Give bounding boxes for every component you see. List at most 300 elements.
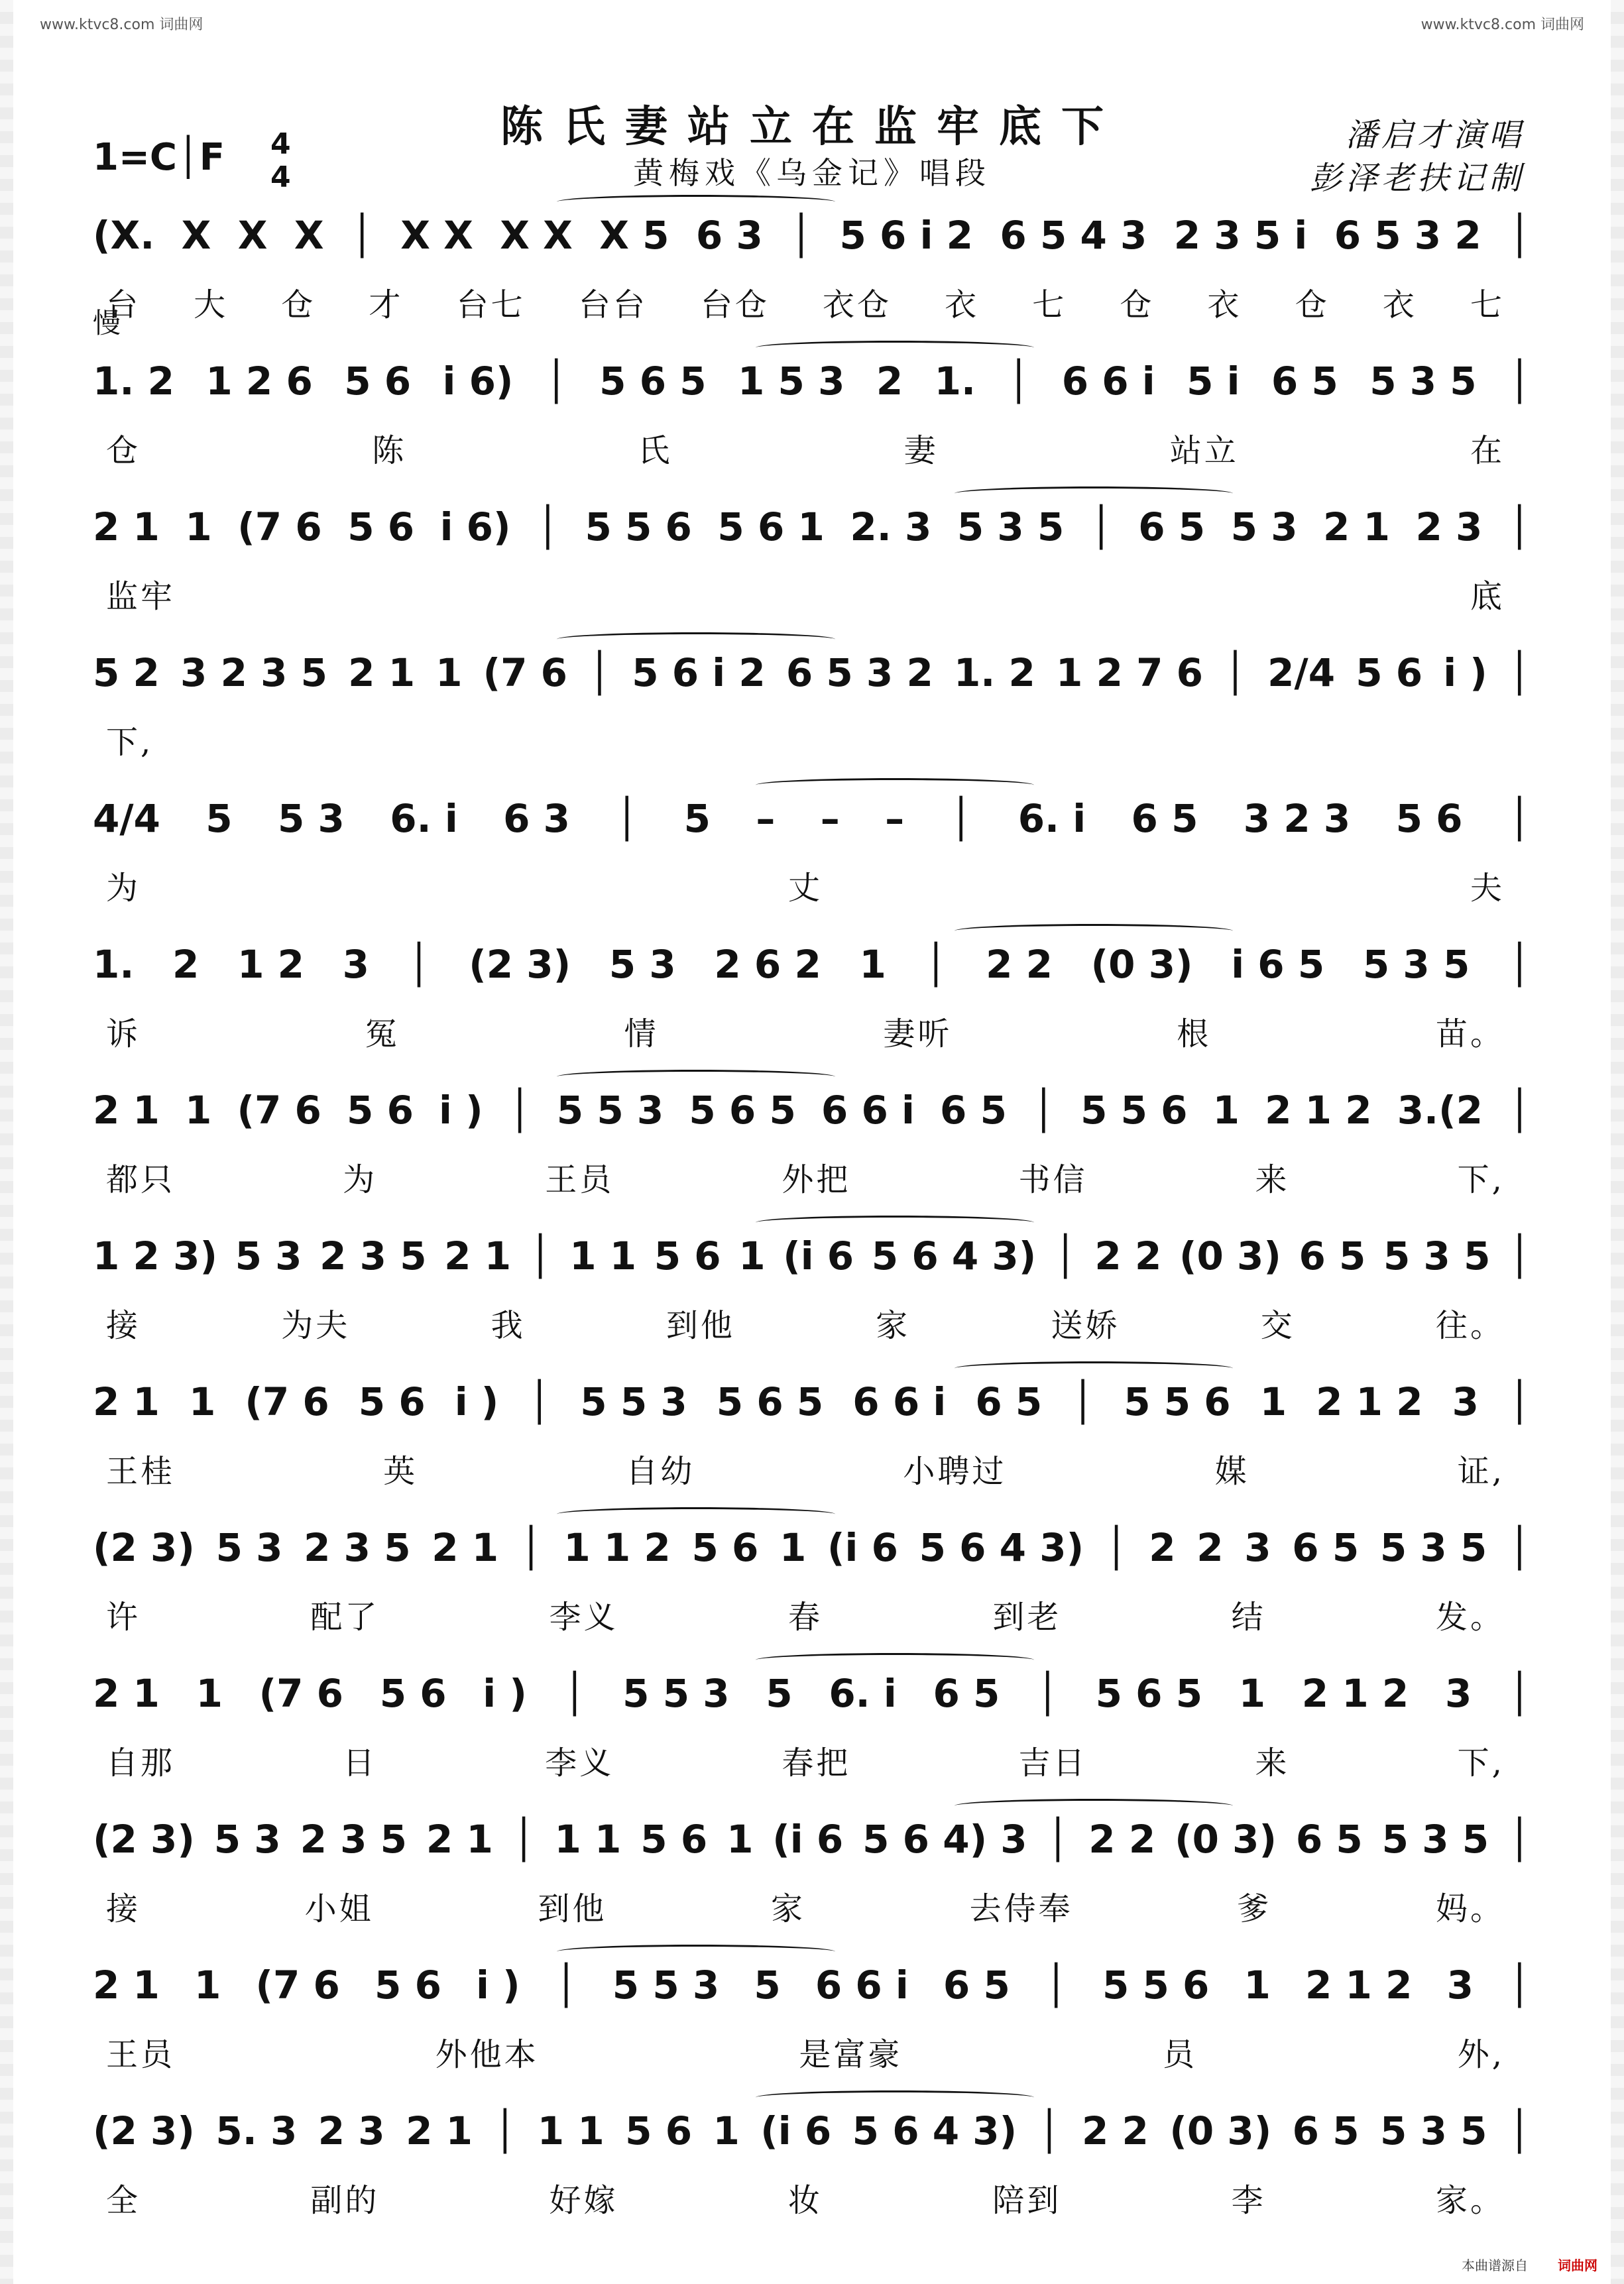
- note-group: 6 5 3 2: [1334, 213, 1481, 258]
- note-group: (7 6: [245, 1379, 329, 1424]
- note-group: 5 6 5: [716, 1379, 824, 1424]
- lyric-syllable: 证,: [1457, 1452, 1505, 1490]
- note-group: 4/4: [93, 796, 160, 841]
- right-page-edge: [1611, 0, 1624, 2284]
- lyric-line: [93, 709, 1531, 769]
- note-group: (i 6: [772, 1817, 844, 1862]
- lyric-line: [93, 272, 1531, 331]
- score-system: [93, 1803, 1531, 1942]
- lyric-syllable: 陪到: [992, 2181, 1062, 2219]
- note-group: 5: [683, 796, 711, 841]
- note-group: 6 3: [695, 213, 763, 258]
- notation-line: [93, 928, 1531, 1001]
- slur-mark: [557, 632, 835, 646]
- note-group: i ): [454, 1379, 499, 1424]
- lyric-syllable: 媒: [1214, 1452, 1249, 1490]
- note-group: 6 5: [1292, 1525, 1360, 1570]
- lyric-syllable: 发。: [1435, 1598, 1505, 1636]
- note-group: 6. i: [829, 1671, 897, 1716]
- note-group: 6 5 4 3: [1000, 213, 1147, 258]
- barline: │: [1089, 504, 1113, 549]
- note-group: 2 1: [93, 1379, 160, 1424]
- note-group: 2 1: [1323, 504, 1390, 549]
- lyric-syllable: 七: [1032, 286, 1067, 323]
- barline: │: [1507, 796, 1531, 841]
- singer-credit: 潘启才演唱: [1345, 117, 1525, 154]
- lyric-syllable: 下,: [106, 723, 154, 761]
- notation-line: [93, 2094, 1531, 2167]
- lyric-syllable: 王员: [106, 2035, 176, 2073]
- note-group: (0 3): [1175, 1817, 1277, 1862]
- slur-mark: [756, 2090, 1034, 2104]
- note-group: 6 5: [1295, 1817, 1363, 1862]
- note-group: 6. i: [1017, 796, 1086, 841]
- lyric-syllable: 为: [343, 1161, 378, 1198]
- note-group: 2 1 2: [1265, 1088, 1372, 1133]
- note-group: 5 6 4) 3: [862, 1817, 1027, 1862]
- notation-line: [93, 345, 1531, 418]
- barline: │: [536, 504, 559, 549]
- lyric-syllable: 李义: [549, 1598, 618, 1636]
- note-group: X X: [400, 213, 473, 258]
- note-group: 6 3: [503, 796, 570, 841]
- note-group: 1: [713, 2108, 740, 2153]
- note-group: 6 5: [975, 1379, 1043, 1424]
- note-group: 2 2: [1094, 1233, 1162, 1279]
- note-group: 3: [1446, 1963, 1474, 2008]
- note-group: 1.: [93, 942, 135, 987]
- note-group: 1: [1238, 1671, 1266, 1716]
- lyric-syllable: 家: [876, 1306, 911, 1344]
- note-group: 1 1: [537, 2108, 605, 2153]
- lyric-syllable: 衣: [1382, 286, 1417, 323]
- note-group: 3: [1452, 1379, 1479, 1424]
- lyric-syllable: 到他: [538, 1890, 607, 1927]
- lyric-syllable: 苗。: [1435, 1015, 1505, 1053]
- note-group: 5 6: [691, 1525, 759, 1570]
- lyric-syllable: 王桂: [106, 1452, 176, 1490]
- note-group: 2 3: [318, 2108, 385, 2153]
- notation-line: [93, 1949, 1531, 2022]
- lyric-syllable: 结: [1231, 1598, 1266, 1636]
- lyric-syllable: 陈: [372, 431, 407, 469]
- lyric-syllable: 自幼: [626, 1452, 695, 1490]
- note-group: i ): [483, 1671, 527, 1716]
- note-group: 2 1: [426, 1817, 493, 1862]
- note-group: 6 6 i: [1061, 359, 1155, 404]
- note-group: 1 2 7 6: [1056, 650, 1204, 695]
- lyric-syllable: 都只: [106, 1161, 176, 1198]
- note-group: 3.(2: [1397, 1088, 1483, 1133]
- note-group: 5 3: [215, 1525, 283, 1570]
- lyric-syllable: 春把: [782, 1744, 851, 1782]
- note-group: 2 6 2: [714, 942, 821, 987]
- barline: │: [1036, 1671, 1059, 1716]
- note-group: (X.: [93, 213, 155, 258]
- note-group: i 6 5: [1231, 942, 1325, 987]
- note-group: 1: [435, 650, 463, 695]
- note-group: 2/4: [1267, 650, 1336, 695]
- note-group: 5 5 6: [1080, 1088, 1188, 1133]
- slur-mark: [955, 1361, 1233, 1375]
- barline: │: [1507, 942, 1531, 987]
- barline: │: [615, 796, 639, 841]
- lyric-line: [93, 563, 1531, 623]
- lyric-syllable: 才: [369, 286, 404, 323]
- barline: │: [1508, 359, 1531, 404]
- lyric-line: [93, 1292, 1531, 1352]
- note-group: 5 6 4 3): [919, 1525, 1084, 1570]
- note-group: 1: [185, 1088, 212, 1133]
- slur-mark: [557, 1070, 835, 1084]
- note-group: 5 6: [344, 359, 412, 404]
- slur-mark: [756, 1653, 1034, 1667]
- score-system: [93, 1949, 1531, 2088]
- note-group: 1 1: [554, 1817, 622, 1862]
- note-group: 5: [205, 796, 233, 841]
- note-group: 6. i: [390, 796, 458, 841]
- note-group: 1: [194, 1963, 221, 2008]
- lyric-line: [93, 1438, 1531, 1498]
- note-group: 5 5 3: [580, 1379, 687, 1424]
- note-group: 5 3: [235, 1233, 302, 1279]
- lyric-syllable: 是富豪: [799, 2035, 903, 2073]
- meter-numerator: 4: [270, 127, 291, 161]
- left-page-edge: [0, 0, 13, 2284]
- lyric-syllable: 妆: [787, 2181, 823, 2219]
- watermark-left: www.ktvc8.com 词曲网: [40, 17, 203, 33]
- note-group: 1. 2: [93, 359, 174, 404]
- lyric-syllable: 小聘过: [903, 1452, 1007, 1490]
- lyric-syllable: 监牢: [106, 577, 176, 615]
- barline: │: [949, 796, 973, 841]
- note-group: X X: [500, 213, 573, 258]
- note-group: 1 2 6: [205, 359, 313, 404]
- notation-line: [93, 1511, 1531, 1584]
- note-group: 5 3 5: [1383, 1233, 1491, 1279]
- note-group: 5 3 5: [1380, 2108, 1487, 2153]
- slur-mark: [955, 924, 1233, 938]
- note-group: (i 6: [783, 1233, 854, 1279]
- lyric-syllable: 台七: [456, 286, 526, 323]
- note-group: 6 5: [1271, 359, 1338, 404]
- lyric-syllable: 衣: [1207, 286, 1242, 323]
- lyric-syllable: 配了: [310, 1598, 380, 1636]
- note-group: 5: [766, 1671, 793, 1716]
- note-group: –: [820, 796, 840, 841]
- notation-line: [93, 490, 1531, 563]
- note-group: 5: [754, 1963, 781, 2008]
- notation-line: [93, 1220, 1531, 1292]
- note-group: 5 5 3: [622, 1671, 730, 1716]
- notation-line: [93, 1365, 1531, 1438]
- note-group: 2 1: [432, 1525, 499, 1570]
- lyric-syllable: 诉: [106, 1015, 141, 1053]
- barline: │: [1044, 1963, 1068, 2008]
- score-system: [93, 1220, 1531, 1359]
- lyric-syllable: 全: [106, 2181, 141, 2219]
- lyric-syllable: 副的: [310, 2181, 380, 2219]
- lyric-syllable: 妈。: [1435, 1890, 1505, 1927]
- lyric-syllable: 春: [787, 1598, 823, 1636]
- lyric-syllable: 台仓: [700, 286, 770, 323]
- note-group: 1: [738, 1233, 766, 1279]
- note-group: 5 6: [625, 2108, 693, 2153]
- lyric-syllable: 日: [343, 1744, 378, 1782]
- lyric-syllable: 仓: [281, 286, 316, 323]
- barline: │: [508, 1088, 532, 1133]
- lyric-syllable: 根: [1177, 1015, 1212, 1053]
- note-group: –: [756, 796, 776, 841]
- slur-mark: [955, 486, 1233, 500]
- note-group: 3 2 3 5: [180, 650, 328, 695]
- lyric-syllable: 在: [1470, 431, 1505, 469]
- note-group: 5 6: [379, 1671, 447, 1716]
- note-group: 2 1: [406, 2108, 473, 2153]
- slur-mark: [756, 1216, 1034, 1229]
- note-group: 5 6: [375, 1963, 441, 2008]
- slur-mark: [955, 1799, 1233, 1813]
- barline: │: [1508, 1233, 1531, 1279]
- lyric-line: [93, 1147, 1531, 1206]
- note-group: 1: [1259, 1379, 1287, 1424]
- note-group: 1. 2: [953, 650, 1035, 695]
- lyric-syllable: 外把: [782, 1161, 851, 1198]
- barline: │: [1507, 650, 1531, 695]
- note-group: 2 1 2: [1301, 1671, 1409, 1716]
- note-group: 5 3: [277, 796, 345, 841]
- lyric-syllable: 大: [194, 286, 229, 323]
- key-signature: 1=C│F: [93, 136, 225, 179]
- note-group: 5. 3: [215, 2108, 298, 2153]
- barline: │: [512, 1817, 536, 1862]
- note-group: 2: [172, 942, 200, 987]
- note-group: 2 3 5: [300, 1817, 408, 1862]
- lyric-syllable: 好嫁: [549, 2181, 618, 2219]
- lyric-syllable: 外,: [1457, 2035, 1505, 2073]
- note-group: 5 6 4 3): [852, 2108, 1017, 2153]
- note-group: 5 5 3: [556, 1088, 664, 1133]
- score-system: [93, 928, 1531, 1067]
- barline: │: [924, 942, 948, 987]
- note-group: 6 5 3 2: [785, 650, 933, 695]
- note-group: 2 1 2: [1305, 1963, 1413, 2008]
- lyric-syllable: 到老: [992, 1598, 1062, 1636]
- lyric-line: [93, 1584, 1531, 1644]
- note-group: 1: [726, 1817, 754, 1862]
- meter-denominator: 4: [270, 160, 291, 194]
- note-group: 5 2: [93, 650, 160, 695]
- footer-site: 词曲网: [1558, 2257, 1597, 2273]
- barline: │: [1508, 1088, 1531, 1133]
- lyric-line: [93, 1730, 1531, 1790]
- barline: │: [1037, 2108, 1061, 2153]
- lyric-syllable: 氏: [638, 431, 673, 469]
- lyric-syllable: 接: [106, 1306, 141, 1344]
- lyric-syllable: 为: [106, 869, 141, 907]
- barline: │: [1071, 1379, 1095, 1424]
- transcriber-credit: 彭泽老扶记制: [1309, 160, 1525, 197]
- song-title: 陈氏妻站立在监牢底下: [500, 102, 1124, 152]
- note-group: 2: [1196, 1525, 1224, 1570]
- score-system: [93, 1074, 1531, 1213]
- lyric-line: [93, 855, 1531, 915]
- note-group: (2 3): [93, 1817, 195, 1862]
- barline: │: [1224, 650, 1247, 695]
- note-group: 6 5: [1138, 504, 1206, 549]
- barline: │: [789, 213, 813, 258]
- note-group: (0 3): [1090, 942, 1193, 987]
- score-system: [93, 199, 1531, 338]
- barline: │: [563, 1671, 587, 1716]
- lyric-syllable: 往。: [1435, 1306, 1505, 1344]
- note-group: 2 1: [348, 650, 416, 695]
- note-group: 5 6: [1395, 796, 1463, 841]
- barline: │: [1053, 1233, 1077, 1279]
- note-group: i ): [1443, 650, 1487, 695]
- barline: │: [1508, 1817, 1531, 1862]
- score-system: [93, 636, 1531, 775]
- barline: │: [1104, 1525, 1128, 1570]
- lyric-syllable: 到他: [666, 1306, 735, 1344]
- lyric-syllable: 七: [1470, 286, 1505, 323]
- lyric-syllable: 台台: [578, 286, 648, 323]
- lyric-line: [93, 1001, 1531, 1060]
- note-group: X: [294, 213, 324, 258]
- footer-source: 本曲谱源自: [1462, 2257, 1528, 2273]
- lyric-syllable: 书信: [1018, 1161, 1088, 1198]
- note-group: 2 1: [93, 1963, 160, 2008]
- note-group: 6 6 i: [821, 1088, 915, 1133]
- note-group: 5 5 6: [1102, 1963, 1210, 2008]
- note-group: 1: [196, 1671, 223, 1716]
- note-group: 5 3 5: [1369, 359, 1477, 404]
- note-group: 1 2 3): [93, 1233, 217, 1279]
- barline: │: [1007, 359, 1031, 404]
- lyric-syllable: 仓: [1295, 286, 1330, 323]
- barline: │: [1508, 1963, 1531, 2008]
- score-system: [93, 490, 1531, 630]
- barline: │: [528, 1379, 551, 1424]
- note-group: 5 3: [1230, 504, 1298, 549]
- notation-line: [93, 199, 1531, 272]
- lyric-syllable: 家。: [1435, 2181, 1505, 2219]
- note-group: 5 6: [347, 504, 415, 549]
- note-group: 5 5 3: [612, 1963, 720, 2008]
- lyric-syllable: 仓: [1120, 286, 1155, 323]
- barline: │: [588, 650, 612, 695]
- lyric-syllable: 妻听: [883, 1015, 953, 1053]
- notation-line: [93, 1657, 1531, 1730]
- note-group: 6 5: [1299, 1233, 1366, 1279]
- note-group: 2 3 5: [304, 1525, 411, 1570]
- note-group: 1: [779, 1525, 807, 1570]
- note-group: 6 6 i: [815, 1963, 909, 2008]
- lyric-syllable: 站立: [1169, 431, 1239, 469]
- note-group: (7 6: [259, 1671, 344, 1716]
- barline: │: [1508, 213, 1531, 258]
- note-group: (0 3): [1169, 2108, 1272, 2153]
- lyric-syllable: 我: [491, 1306, 526, 1344]
- lyric-syllable: 妻: [903, 431, 939, 469]
- lyric-syllable: 台: [106, 286, 141, 323]
- note-group: –: [885, 796, 905, 841]
- lyric-syllable: 为夫: [281, 1306, 351, 1344]
- lyric-syllable: 吉日: [1018, 1744, 1088, 1782]
- lyric-syllable: 衣: [945, 286, 980, 323]
- note-group: 5 i: [1187, 359, 1240, 404]
- note-group: 5 5 6: [1124, 1379, 1231, 1424]
- lyric-syllable: 底: [1470, 577, 1505, 615]
- notation-line: [93, 1074, 1531, 1147]
- note-group: X 5: [599, 213, 669, 258]
- note-group: 5 5 6: [585, 504, 692, 549]
- barline: │: [350, 213, 374, 258]
- note-group: 2 3 5 i: [1173, 213, 1308, 258]
- note-group: i ): [476, 1963, 520, 2008]
- note-group: 5 6 5: [1095, 1671, 1203, 1716]
- note-group: (2 3): [93, 2108, 195, 2153]
- slur-mark: [756, 341, 1034, 355]
- notation-line: [93, 636, 1531, 709]
- note-group: 1: [1244, 1963, 1271, 2008]
- note-group: (i 6: [827, 1525, 898, 1570]
- score-system: [93, 1365, 1531, 1505]
- lyric-syllable: 送娇: [1051, 1306, 1120, 1344]
- lyric-syllable: 仓: [106, 431, 141, 469]
- note-group: 5 6: [654, 1233, 721, 1279]
- tempo-marking: 慢: [93, 307, 121, 339]
- note-group: 6 5: [933, 1671, 1000, 1716]
- note-group: 5 6: [358, 1379, 426, 1424]
- watermark-right: www.ktvc8.com 词曲网: [1421, 17, 1584, 33]
- score-system: [93, 2094, 1531, 2234]
- note-group: 2: [876, 359, 903, 404]
- note-group: 5 6 5: [689, 1088, 796, 1133]
- note-group: (i 6: [760, 2108, 832, 2153]
- barline: │: [1507, 1525, 1531, 1570]
- note-group: 5 3 5: [957, 504, 1065, 549]
- score-system: [93, 1511, 1531, 1650]
- note-group: 3 2 3: [1243, 796, 1351, 841]
- lyric-line: [93, 418, 1531, 477]
- note-group: 1 5 3: [738, 359, 845, 404]
- note-group: (7 6: [483, 650, 568, 695]
- slur-mark: [756, 778, 1034, 792]
- note-group: (2 3): [93, 1525, 195, 1570]
- note-group: 2: [1149, 1525, 1176, 1570]
- lyric-syllable: 自那: [106, 1744, 176, 1782]
- note-group: X: [181, 213, 211, 258]
- note-group: 5 3 5: [1381, 1817, 1489, 1862]
- note-group: 5 3: [609, 942, 676, 987]
- lyric-line: [93, 2167, 1531, 2227]
- barline: │: [407, 942, 431, 987]
- lyric-syllable: 夫: [1470, 869, 1505, 907]
- lyric-syllable: 王员: [545, 1161, 614, 1198]
- lyric-syllable: 来: [1255, 1161, 1290, 1198]
- note-group: (7 6: [237, 1088, 321, 1133]
- song-subtitle: 黄梅戏《乌金记》唱段: [633, 155, 991, 191]
- lyric-syllable: 冤: [365, 1015, 400, 1053]
- lyric-syllable: 来: [1255, 1744, 1290, 1782]
- notation-line: [93, 1803, 1531, 1876]
- lyric-syllable: 小姐: [304, 1890, 374, 1927]
- lyric-line: [93, 1876, 1531, 1935]
- barline: │: [493, 2108, 517, 2153]
- note-group: 1.: [934, 359, 976, 404]
- barline: │: [544, 359, 568, 404]
